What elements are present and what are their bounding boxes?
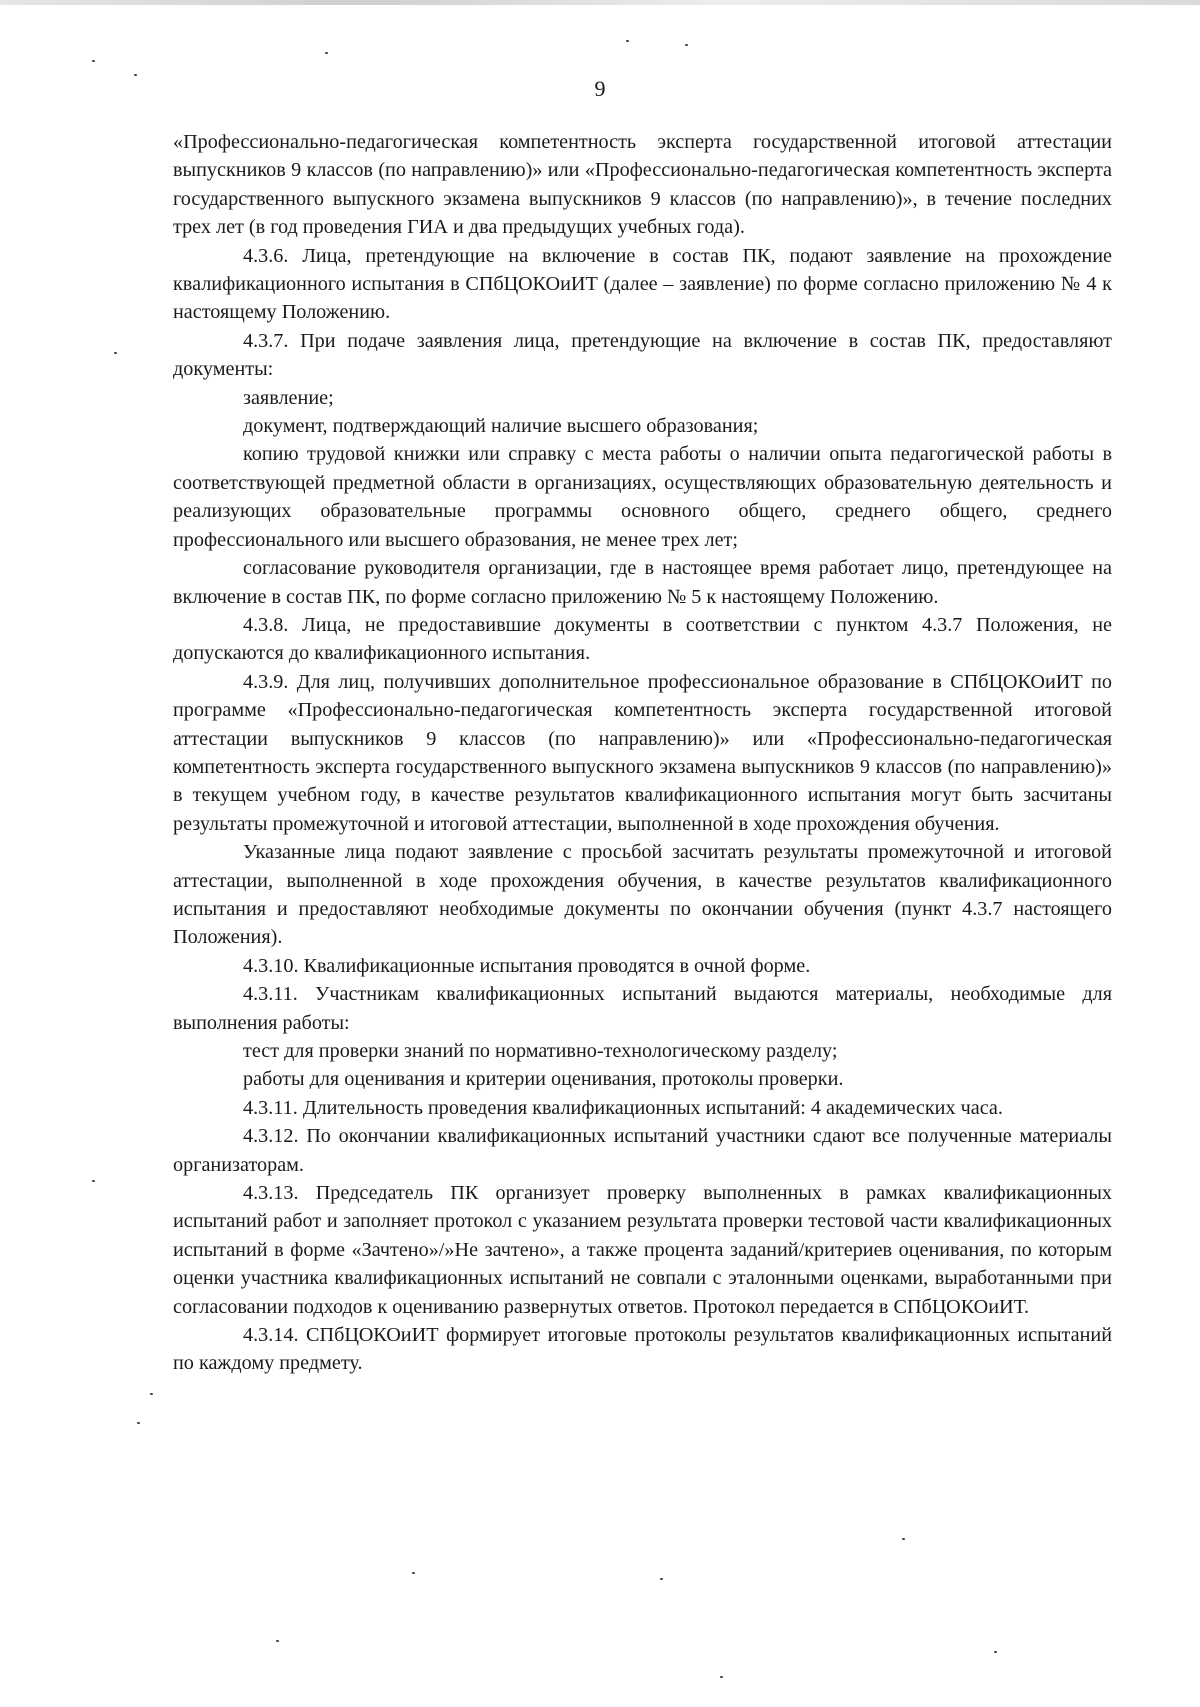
paragraph-4-3-7: 4.3.7. При подаче заявления лица, претендующие на включение в состав ПК, предоставляют документы: (173, 329, 1112, 381)
scan-speck (137, 1422, 140, 1424)
scan-speck (325, 52, 328, 54)
list-item: документ, подтверждающий наличие высшего образования; (243, 415, 759, 438)
list-item: согласование руководителя организации, где в настоящее время работает лицо, претендующее на включение в состав ПК, по форме согласно приложению № 5 к настоящему Положению. (173, 557, 1112, 608)
paragraph-4-3-8: 4.3.8. Лица, не предоставившие документы в соответствии с пунктом 4.3.7 Положения, не допускаются до квалификационного испытания. (173, 613, 1112, 665)
body-text (173, 128, 1112, 1378)
paragraph-4-3-6: 4.3.6. Лица, претендующие на включение в состав ПК, подают заявление на прохождение квалификационного испытания в СПбЦОКОиИТ (далее – заявление) по форме согласно приложению № 4 к настоящему Положению. (173, 244, 1112, 324)
list-item: заявление; (243, 386, 334, 409)
scan-speck (276, 1640, 279, 1642)
paragraph-4-3-13: 4.3.13. Председатель ПК организует проверку выполненных в рамках квалификационных испытаний работ и заполняет протокол с указанием результата проверки тестовой части квалификационных испытаний в форме «Зачтено»/»Не зачтено», а также процента заданий/критериев оценивания, по которым оценки участника квалификационных испытаний не совпали с эталонными оценками, выработанными при согласовании подходов к оцениванию развернутых ответов. Протокол передается в СПбЦОКОиИТ. (173, 1182, 1112, 1318)
list-item: тест для проверки знаний по нормативно-технологическому разделу; (243, 1040, 838, 1062)
page-number: 9 (594, 76, 606, 101)
list-item: работы для оценивания и критерии оценивания, протоколы проверки. (243, 1068, 844, 1091)
scan-speck (92, 1180, 95, 1182)
scan-speck (660, 1578, 663, 1580)
paragraph-4-3-11: 4.3.11. Участникам квалификационных испытаний выдаются материалы, необходимые для выполнения работы: (173, 983, 1112, 1034)
scan-speck (412, 1572, 415, 1574)
paragraph-4-3-9: 4.3.9. Для лиц, получивших дополнительное профессиональное образование в СПбЦОКОиИТ по программе «Профессионально-педагогическая компетентность эксперта государственной итоговой аттестации выпускников 9 классов (по направлению)» или «Профессионально-педагогическая компетентность эксперта государственного выпускного экзамена выпускников 9 классов (по направлению)» в текущем учебном году, в качестве результатов квалификационного испытания могут быть засчитаны результаты промежуточной и итоговой аттестации, выполненной в ходе прохождения обучения. (173, 670, 1112, 835)
scan-speck (92, 60, 95, 62)
scan-speck (720, 1676, 723, 1678)
scan-speck (994, 1651, 997, 1653)
scan-edge-artifact (0, 0, 1200, 5)
paragraph-4-3-11-duration: 4.3.11. Длительность проведения квалификационных испытаний: 4 академических часа. (243, 1096, 1003, 1119)
scan-speck (626, 40, 629, 42)
scan-speck (114, 352, 117, 354)
paragraph-4-3-12: 4.3.12. По окончании квалификационных испытаний участники сдают все полученные материалы организаторам. (173, 1125, 1112, 1176)
paragraph-4-3-10: 4.3.10. Квалификационные испытания проводятся в очной форме. (243, 954, 811, 977)
scan-speck (902, 1538, 905, 1540)
scan-speck (685, 44, 688, 46)
paragraph-4-3-9-continued: Указанные лица подают заявление с просьбой засчитать результаты промежуточной и итоговой аттестации, выполненной в ходе прохождения обучения, в качестве результатов квалификационного испытания и предоставляют необходимые документы по окончании обучения (пункт 4.3.7 настоящего Положения). (173, 841, 1112, 949)
list-item: копию трудовой книжки или справку с места работы о наличии опыта педагогической работы в соответствующей предметной области в организациях, осуществляющих образовательную деятельность и реализующих образовательные программы основного общего, среднего общего, среднего профессионального или высшего образования, не менее трех лет; (173, 443, 1112, 551)
scan-speck (134, 74, 137, 76)
scan-speck (150, 1393, 153, 1395)
paragraph-4-3-14: 4.3.14. СПбЦОКОиИТ формирует итоговые протоколы результатов квалификационных испытаний по каждому предмету. (173, 1324, 1112, 1375)
paragraph-continuation: «Профессионально-педагогическая компетентность эксперта государственной итоговой аттестации выпускников 9 классов (по направлению)» или «Профессионально-педагогическая компетентность эксперта государственного выпускного экзамена выпускников 9 классов (по направлению)», в течение последних трех лет (в год проведения ГИА и два предыдущих учебных года). (173, 131, 1112, 239)
